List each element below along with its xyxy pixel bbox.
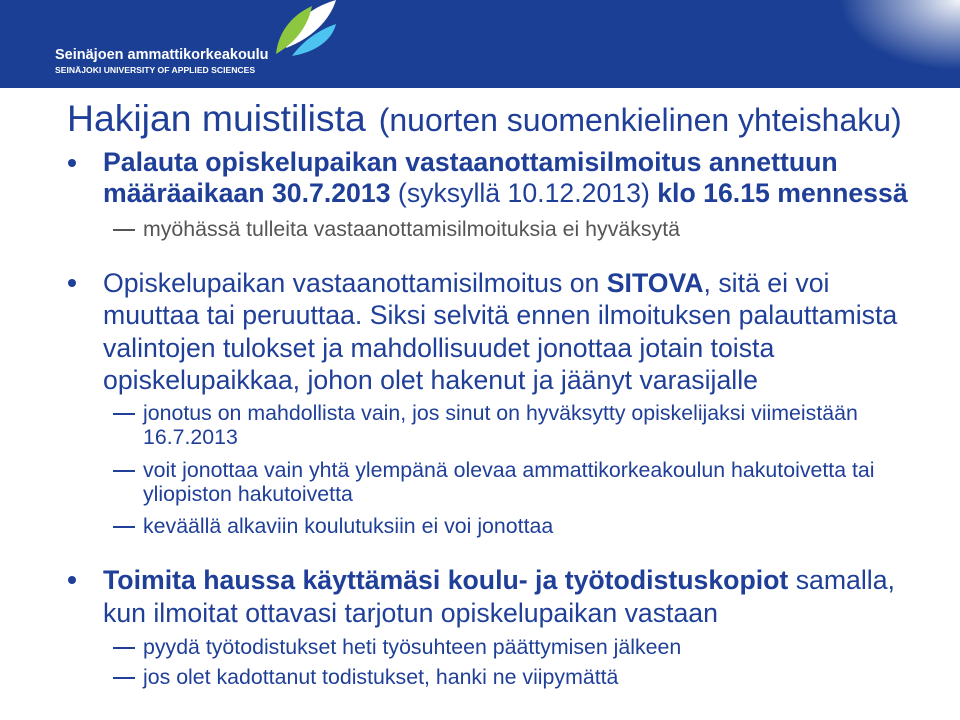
bullet-line (103, 299, 897, 331)
sub-bullet-item (143, 665, 618, 689)
sub-bullet-line: myöhässä tulleita vastaanottamisilmoituksia ei hyväksytä (143, 217, 680, 241)
sub-bullet-line: 16.7.2013 (143, 425, 238, 449)
text-run: valintojen tulokset ja mahdollisuudet jonottaa jotain toista (103, 332, 775, 363)
sub-bullet-dash (113, 413, 135, 415)
text-run: määräaikaan 30.7.2013 (103, 178, 391, 208)
text-run: Palauta opiskelupaikan vastaanottamisilmoitus annettuun (103, 147, 838, 177)
bullet-line (103, 364, 897, 396)
sub-bullet-dash (113, 526, 135, 528)
bullet-item (103, 267, 897, 396)
sub-bullet-item (143, 514, 553, 538)
slide-title (67, 96, 902, 142)
text-run: (syksyllä 10.12.2013) (390, 178, 658, 208)
sub-bullet-item (143, 401, 858, 449)
bullet-dot (68, 279, 76, 287)
sub-bullet-dash (113, 677, 135, 679)
bullet-line (103, 147, 908, 178)
sub-bullet-line: yliopiston hakutoivetta (143, 482, 353, 506)
sub-bullet-line: keväällä alkaviin koulutuksiin ei voi jonottaa (143, 514, 554, 538)
seamk-leaf-logo-icon (272, 0, 338, 56)
bullet-dot (68, 159, 76, 167)
bullet-line (103, 564, 895, 597)
text-run: , sitä ei voi (703, 268, 830, 298)
header-band (0, 0, 960, 88)
bullet-line (103, 178, 908, 209)
sub-bullet-dash (113, 470, 135, 472)
sub-bullet-line: pyydä työtodistukset heti työsuhteen päättymisen jälkeen (143, 635, 682, 659)
sub-bullet-line: voit jonottaa vain yhtä ylempänä olevaa ammattikorkeakoulun hakutoivetta tai (143, 458, 875, 482)
sub-bullet-item (143, 635, 681, 659)
text-run: muuttaa tai peruuttaa. Siksi selvitä ennen ilmoituksen palauttamista (103, 300, 898, 331)
bullet-line (103, 332, 897, 364)
org-name-en: SEINÄJOKI UNIVERSITY OF APPLIED SCIENCES (55, 65, 256, 75)
slide-title-text: Hakijan muistilista (67, 97, 366, 139)
text-run: Opiskelupaikan vastaanottamisilmoitus on (103, 268, 607, 298)
sub-bullet-dash (113, 647, 135, 649)
text-run: Toimita haussa käyttämäsi koulu- ja työtodistuskopiot (103, 565, 789, 595)
sub-bullet-item (143, 217, 680, 241)
bullet-dot (68, 576, 76, 584)
bullet-line (103, 267, 897, 299)
bullet-item (103, 147, 908, 209)
text-run: klo 16.15 mennessä (657, 178, 908, 208)
text-run: opiskelupaikkaa, johon olet hakenut ja jäänyt varasijalle (103, 364, 758, 395)
sub-bullet-dash (113, 229, 135, 231)
text-run: samalla, (788, 565, 895, 595)
bullet-line (103, 597, 895, 630)
sub-bullet-line: jonotus on mahdollista vain, jos sinut on hyväksytty opiskelijaksi viimeistään (143, 401, 858, 425)
sub-bullet-line: jos olet kadottanut todistukset, hanki ne viipymättä (143, 665, 619, 689)
text-run: kun ilmoitat ottavasi tarjotun opiskelupaikan vastaan (103, 598, 718, 628)
bullet-item (103, 564, 895, 630)
slide-title-note: (nuorten suomenkielinen yhteishaku) (378, 102, 902, 138)
sub-bullet-item (143, 458, 875, 506)
text-run: SITOVA (606, 268, 704, 298)
org-name: Seinäjoen ammattikorkeakoulu (55, 47, 269, 63)
